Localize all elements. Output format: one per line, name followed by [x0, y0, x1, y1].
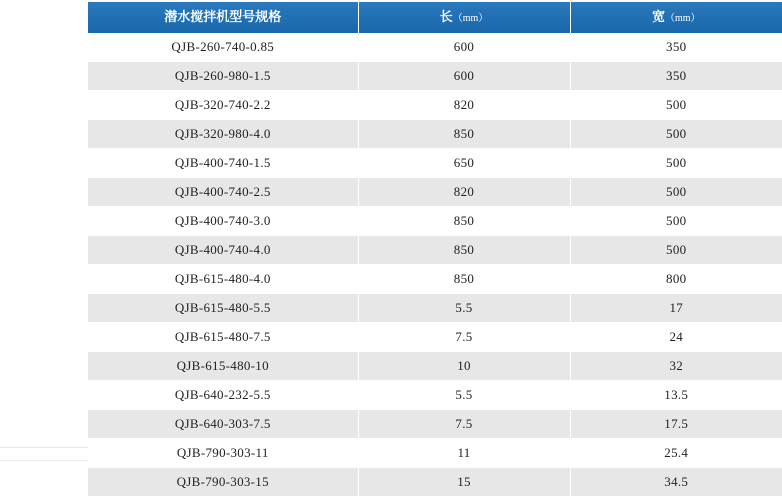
table-row: [88, 294, 782, 323]
cell-width: 17.5: [570, 410, 782, 439]
table-row: [88, 410, 782, 439]
column-header-width-unit: （mm）: [664, 13, 701, 24]
table-body: [88, 33, 782, 497]
table-row: [88, 439, 782, 468]
cell-model: QJB-615-480-4.0: [88, 265, 358, 294]
cell-width: 17: [570, 294, 782, 323]
table-row: [88, 120, 782, 149]
cell-length: 850: [358, 236, 570, 265]
cell-length: 7.5: [358, 410, 570, 439]
table-row: [88, 352, 782, 381]
cell-width: 13.5: [570, 381, 782, 410]
cell-model: QJB-400-740-1.5: [88, 149, 358, 178]
table-row: [88, 178, 782, 207]
cell-model: QJB-400-740-2.5: [88, 178, 358, 207]
cell-model: QJB-260-740-0.85: [88, 33, 358, 62]
cell-model: QJB-320-980-4.0: [88, 120, 358, 149]
table-row: [88, 323, 782, 352]
cell-length: 850: [358, 207, 570, 236]
cell-width: 500: [570, 120, 782, 149]
table-row: [88, 236, 782, 265]
cell-model: QJB-400-740-4.0: [88, 236, 358, 265]
table-row: [88, 33, 782, 62]
cell-model: QJB-260-980-1.5: [88, 62, 358, 91]
cell-width: 32: [570, 352, 782, 381]
cell-length: 10: [358, 352, 570, 381]
column-header-model-label: 潜水搅拌机型号规格: [164, 9, 282, 24]
table-row: [88, 149, 782, 178]
cell-length: 850: [358, 120, 570, 149]
cell-length: 820: [358, 178, 570, 207]
cell-model: QJB-640-303-7.5: [88, 410, 358, 439]
column-header-width-label: 宽: [651, 9, 665, 24]
column-header-width: [570, 2, 782, 33]
cell-length: 15: [358, 468, 570, 497]
cell-model: QJB-640-232-5.5: [88, 381, 358, 410]
cell-model: QJB-320-740-2.2: [88, 91, 358, 120]
table-row: [88, 468, 782, 497]
cell-model: QJB-615-480-7.5: [88, 323, 358, 352]
cell-width: 350: [570, 62, 782, 91]
cell-model: QJB-790-303-15: [88, 468, 358, 497]
cell-width: 25.4: [570, 439, 782, 468]
column-header-model: [88, 2, 358, 33]
cell-width: 350: [570, 33, 782, 62]
table-row: [88, 265, 782, 294]
cell-length: 600: [358, 62, 570, 91]
cell-width: 500: [570, 91, 782, 120]
cell-width: 34.5: [570, 468, 782, 497]
page-edge-line: [0, 460, 88, 461]
cell-model: QJB-790-303-11: [88, 439, 358, 468]
cell-width: 24: [570, 323, 782, 352]
table-row: [88, 381, 782, 410]
cell-length: 850: [358, 265, 570, 294]
cell-length: 650: [358, 149, 570, 178]
cell-width: 500: [570, 236, 782, 265]
cell-length: 5.5: [358, 294, 570, 323]
table-header-row: [88, 2, 782, 33]
column-header-length: [358, 2, 570, 33]
cell-model: QJB-615-480-5.5: [88, 294, 358, 323]
table-row: [88, 91, 782, 120]
cell-length: 600: [358, 33, 570, 62]
cell-width: 500: [570, 178, 782, 207]
cell-length: 5.5: [358, 381, 570, 410]
cell-width: 800: [570, 265, 782, 294]
cell-length: 820: [358, 91, 570, 120]
table-row: [88, 207, 782, 236]
cell-length: 11: [358, 439, 570, 468]
cell-model: QJB-400-740-3.0: [88, 207, 358, 236]
table-row: [88, 62, 782, 91]
cell-width: 500: [570, 149, 782, 178]
specification-table: [88, 2, 782, 497]
cell-length: 7.5: [358, 323, 570, 352]
cell-width: 500: [570, 207, 782, 236]
column-header-length-unit: （mm）: [452, 13, 489, 24]
table-header: [88, 2, 782, 33]
column-header-length-label: 长: [439, 9, 453, 24]
cell-model: QJB-615-480-10: [88, 352, 358, 381]
